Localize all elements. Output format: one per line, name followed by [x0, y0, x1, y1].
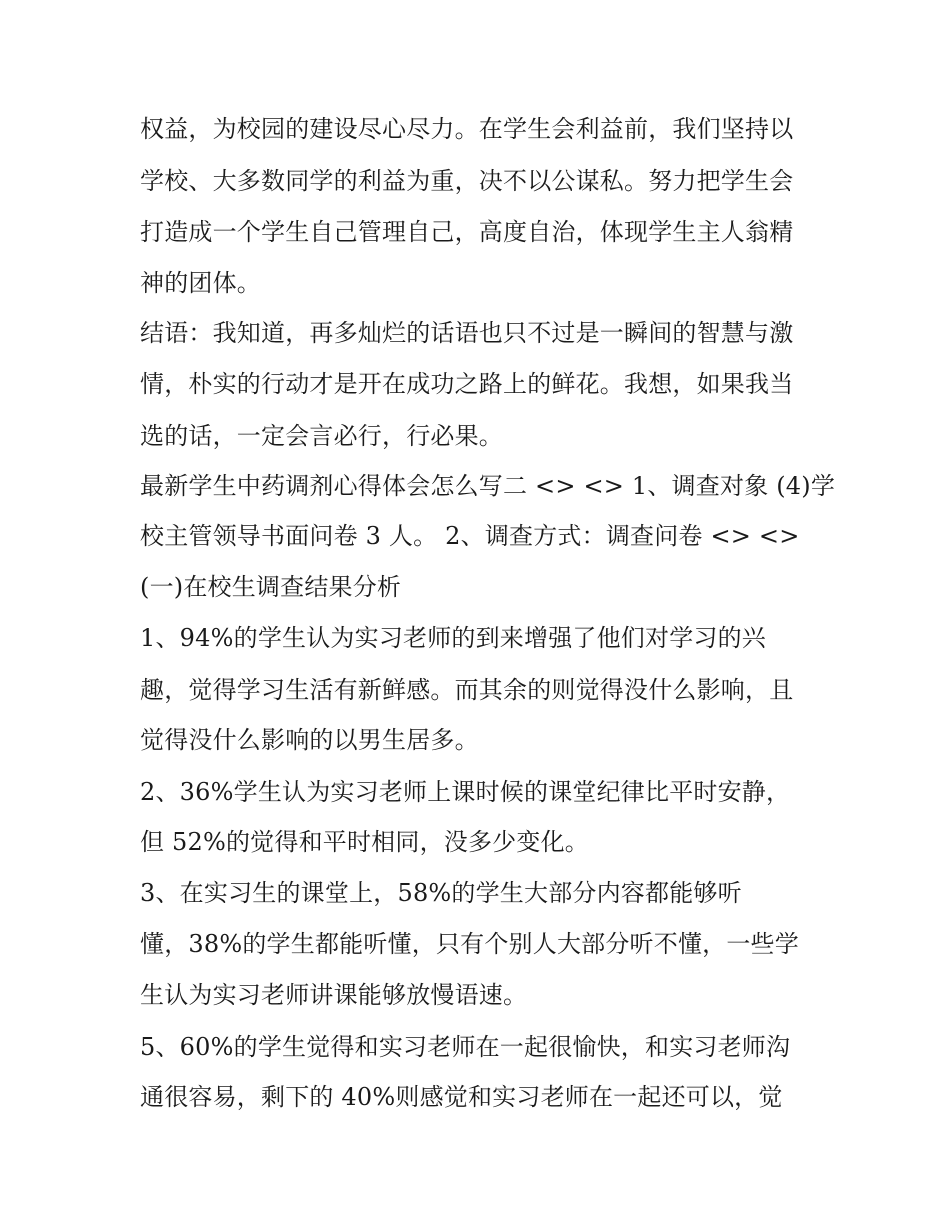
text-line: 懂，38%的学生都能听懂，只有个别人大部分听不懂，一些学 [140, 930, 799, 958]
text-line: 3、在实习生的课堂上，58%的学生大部分内容都能够听 [140, 879, 742, 907]
text-line: 通很容易，剩下的 40%则感觉和实习老师在一起还可以，觉 [140, 1083, 783, 1111]
text-line: 结语：我知道，再多灿烂的话语也只不过是一瞬间的智慧与激 [140, 319, 794, 347]
text-line: (一)在校生调查结果分析 [140, 573, 402, 601]
text-line: 神的团体。 [140, 269, 261, 297]
text-line: 1、94%的学生认为实习老师的到来增强了他们对学习的兴 [140, 624, 767, 652]
text-line: 趣，觉得学习生活有新鲜感。而其余的则觉得没什么影响，且 [140, 676, 794, 704]
text-line: 但 52%的觉得和平时相同，没多少变化。 [140, 828, 589, 856]
text-line: 生认为实习老师讲课能够放慢语速。 [140, 981, 528, 1009]
text-line: 校主管领导书面问卷 3 人。 2、调查方式：调查问卷 <> <> [140, 522, 800, 550]
text-line: 权益，为校园的建设尽心尽力。在学生会利益前，我们坚持以 [140, 115, 794, 143]
text-line: 情，朴实的行动才是开在成功之路上的鲜花。我想，如果我当 [140, 370, 794, 398]
text-line: 觉得没什么影响的以男生居多。 [140, 726, 479, 754]
text-line: 最新学生中药调剂心得体会怎么写二 <> <> 1、调查对象 (4)学 [140, 472, 836, 500]
text-line: 选的话，一定会言必行，行必果。 [140, 422, 503, 450]
text-line: 2、36%学生认为实习老师上课时候的课堂纪律比平时安静， [140, 778, 791, 806]
text-line: 5、60%的学生觉得和实习老师在一起很愉快，和实习老师沟 [140, 1033, 791, 1061]
text-line: 打造成一个学生自己管理自己，高度自治，体现学生主人翁精 [140, 218, 794, 246]
text-line: 学校、大多数同学的利益为重，决不以公谋私。努力把学生会 [140, 167, 794, 195]
